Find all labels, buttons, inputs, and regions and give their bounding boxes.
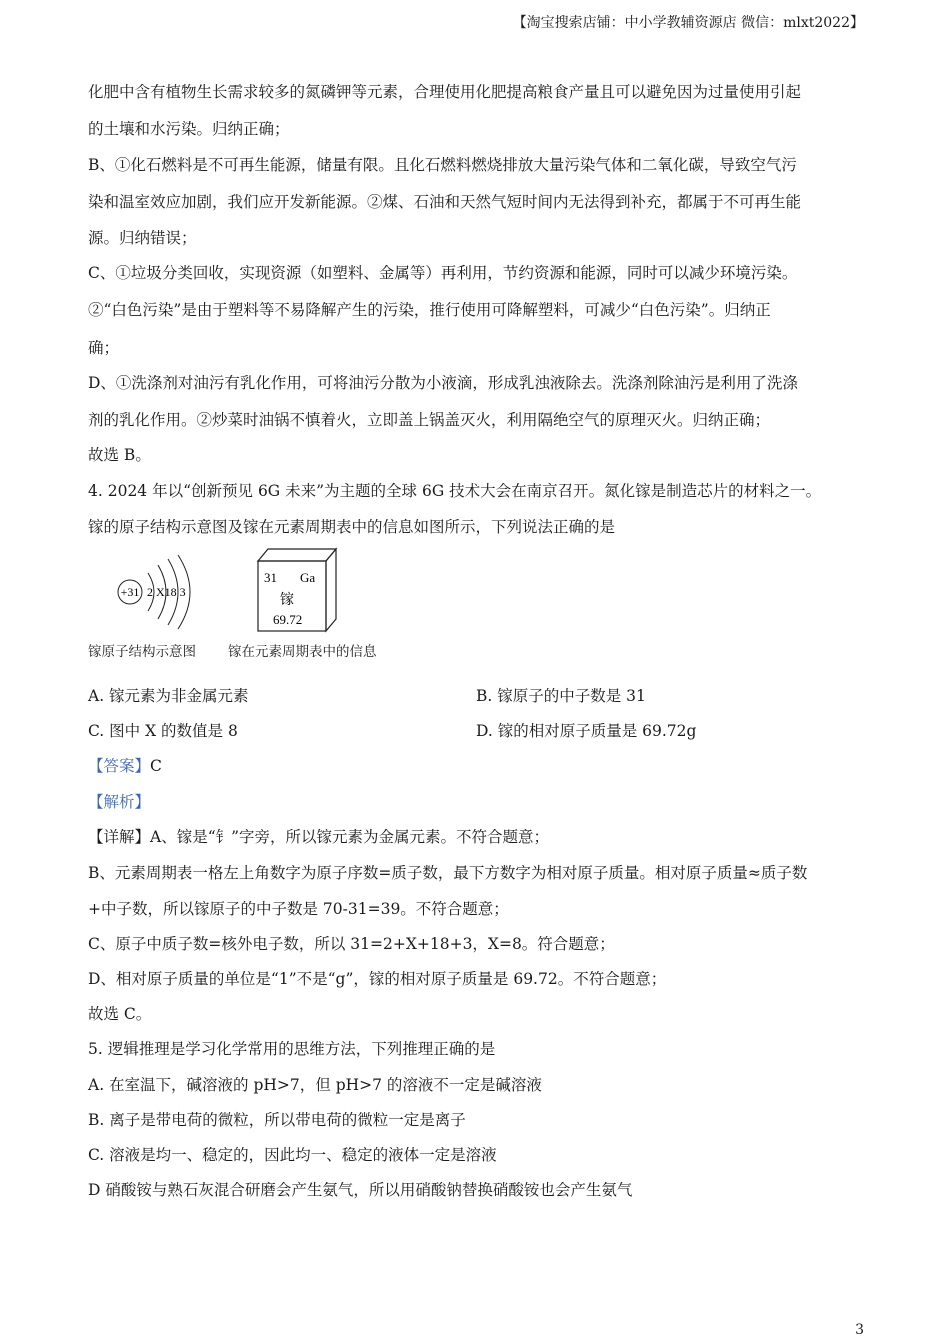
q4-option-d: D. 镓的相对原子质量是 69.72g	[476, 722, 697, 740]
caption-atom-structure: 镓原子结构示意图	[88, 644, 196, 660]
q5-option-b: B. 离子是带电荷的微粒，所以带电荷的微粒一定是离子	[88, 1111, 466, 1129]
detail-line: D、相对原子质量的单位是“1”不是“g”，镓的相对原子质量是 69.72。不符合题意；	[88, 970, 667, 988]
gallium-diagram	[88, 545, 408, 635]
cell-top-face	[258, 549, 336, 561]
text-line: B、①化石燃料是不可再生能源，储量有限。且化石燃料燃烧排放大量污染气体和二氧化碳，导致空气污	[88, 156, 797, 174]
text-line: ②“白色污染”是由于塑料等不易降解产生的污染，推行使用可降解塑料，可减少“白色污染”。归纳正	[88, 301, 771, 319]
text-line: 的土壤和水污染。归纳正确；	[88, 120, 290, 138]
page-header: 【淘宝搜索店铺：中小学教辅资源店 微信：mlxt2022】	[512, 15, 864, 31]
electron-counts: 2 X18 3	[147, 585, 186, 599]
answer-value: C	[150, 757, 162, 775]
detail-line	[88, 825, 549, 847]
q4-option-a: A. 镓元素为非金属元素	[88, 687, 249, 705]
q5-option-c: C. 溶液是均一、稳定的，因此均一、稳定的液体一定是溶液	[88, 1146, 497, 1164]
detail-line: C、原子中质子数=核外电子数，所以 31=2+X+18+3，X=8。符合题意；	[88, 935, 615, 953]
text-line: 故选 B。	[88, 446, 151, 464]
text-line: 确；	[88, 339, 120, 357]
text-line: C、①垃圾分类回收，实现资源（如塑料、金属等）再利用，节约资源和能源，同时可以减少环境污染。	[88, 264, 798, 282]
detail-tag: 【详解】	[88, 828, 151, 846]
atomic-mass: 69.72	[273, 612, 303, 627]
element-symbol: Ga	[300, 570, 316, 585]
answer-tag: 【答案】	[88, 757, 151, 775]
detail-line: 故选 C。	[88, 1005, 152, 1023]
text-line: 化肥中含有植物生长需求较多的氮磷钾等元素，合理使用化肥提高粮食产量且可以避免因为过量使用引起	[88, 83, 802, 101]
element-name: 镓	[280, 593, 294, 608]
page-number: 3	[855, 1322, 864, 1338]
detail-line: +中子数，所以镓原子的中子数是 70-31=39。不符合题意；	[88, 900, 509, 918]
caption-periodic-info: 镓在元素周期表中的信息	[228, 644, 377, 660]
analysis-tag: 【解析】	[88, 793, 151, 811]
detail-line: B、元素周期表一格左上角数字为原子序数=质子数，最下方数字为相对原子质量。相对原子质量≈质子数	[88, 864, 808, 882]
q5-option-d: D 硝酸铵与熟石灰混合研磨会产生氨气，所以用硝酸钠替换硝酸铵也会产生氨气	[88, 1181, 633, 1199]
answer-line	[88, 754, 162, 776]
q4-option-c: C. 图中 X 的数值是 8	[88, 722, 238, 740]
nucleus-charge: +31	[120, 585, 140, 599]
text-line: D、①洗涤剂对油污有乳化作用，可将油污分散为小液滴，形成乳浊液除去。洗涤剂除油污是利用了洗涤	[88, 374, 798, 392]
q5-option-a: A. 在室温下，碱溶液的 pH>7，但 pH>7 的溶液不一定是碱溶液	[88, 1076, 542, 1094]
text-line: 剂的乳化作用。②炒菜时油锅不慎着火，立即盖上锅盖灭火，利用隔绝空气的原理灭火。归纳正确；	[88, 411, 771, 429]
atomic-number: 31	[264, 570, 277, 585]
cell-side-face	[326, 549, 336, 631]
detail-text: A、镓是“钅”字旁，所以镓元素为金属元素。不符合题意；	[150, 828, 550, 846]
question-4-stem: 镓的原子结构示意图及镓在元素周期表中的信息如图所示，下列说法正确的是	[88, 518, 616, 536]
text-line: 染和温室效应加剧，我们应开发新能源。②煤、石油和天然气短时间内无法得到补充，都属于不可再生能	[88, 193, 802, 211]
q4-option-b: B. 镓原子的中子数是 31	[476, 687, 646, 705]
question-4-stem: 4. 2024 年以“创新预见 6G 未来”为主题的全球 6G 技术大会在南京召开。氮化镓是制造芯片的材料之一。	[88, 482, 822, 500]
text-line: 源。归纳错误；	[88, 229, 197, 247]
question-5-stem: 5. 逻辑推理是学习化学常用的思维方法，下列推理正确的是	[88, 1040, 496, 1058]
